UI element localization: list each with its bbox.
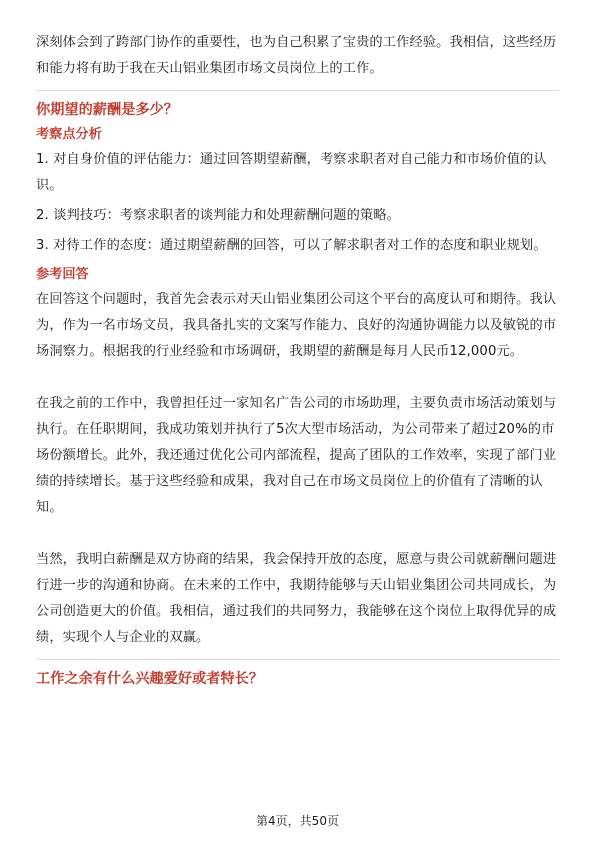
analysis-item: 1. 对自身价值的评估能力：通过回答期望薪酬，考察求职者对自己能力和市场价值的认识。 xyxy=(36,152,547,193)
answer-paragraph: 当然，我明白薪酬是双方协商的结果，我会保持开放的态度，愿意与贵公司就薪酬问题进行进一步的沟通和协商。在未来的工作中，我期待能够与天山铝业集团公司共同成长，为公司创造更大的价值。我相信，通过我们的共同努力，我能够在这个岗位上取得优异的成绩，实现个人与企业的双赢。 xyxy=(36,552,557,645)
next-question-title: 工作之余有什么兴趣爱好或者特长？ xyxy=(36,671,264,687)
section-divider xyxy=(36,659,559,660)
analysis-item: 2. 谈判技巧：考察求职者的谈判能力和处理薪酬问题的策略。 xyxy=(36,208,400,223)
page-content xyxy=(36,30,559,692)
intro-paragraph: 深刻体会到了跨部门协作的重要性，也为自己积累了宝贵的工作经验。我相信，这些经历和能力将有助于我在天山铝业集团市场文员岗位上的工作。 xyxy=(36,35,557,76)
page-footer: 第4页，共50页 xyxy=(256,814,339,828)
paragraph-gap xyxy=(36,521,559,547)
answer-paragraph: 在回答这个问题时，我首先会表示对天山铝业集团公司这个平台的高度认可和期待。我认为，作为一名市场文员，我具备扎实的文案写作能力、良好的沟通协调能力以及敏锐的市场洞察力。根据我的行业经验和市场调研，我期望的薪酬是每月人民币12,000元。 xyxy=(36,292,557,359)
analysis-item: 3. 对待工作的态度：通过期望薪酬的回答，可以了解求职者对工作的态度和职业规划。 xyxy=(36,238,547,253)
question-section xyxy=(36,97,559,651)
answer-paragraph: 在我之前的工作中，我曾担任过一家知名广告公司的市场助理，主要负责市场活动策划与执行。在任职期间，我成功策划并执行了5次大型市场活动，为公司带来了超过20%的市场份额增长。此外，我还通过优化公司内部流程，提高了团队的工作效率，实现了部门业绩的持续增长。基于这些经验和成果，我对自己在市场文员岗位上的价值有了清晰的认知。 xyxy=(36,396,557,515)
section-divider xyxy=(36,90,559,91)
question-title: 你期望的薪酬是多少？ xyxy=(36,102,178,118)
analysis-heading: 考察点分析 xyxy=(36,127,102,142)
answer-heading: 参考回答 xyxy=(36,267,89,282)
paragraph-gap xyxy=(36,365,559,391)
